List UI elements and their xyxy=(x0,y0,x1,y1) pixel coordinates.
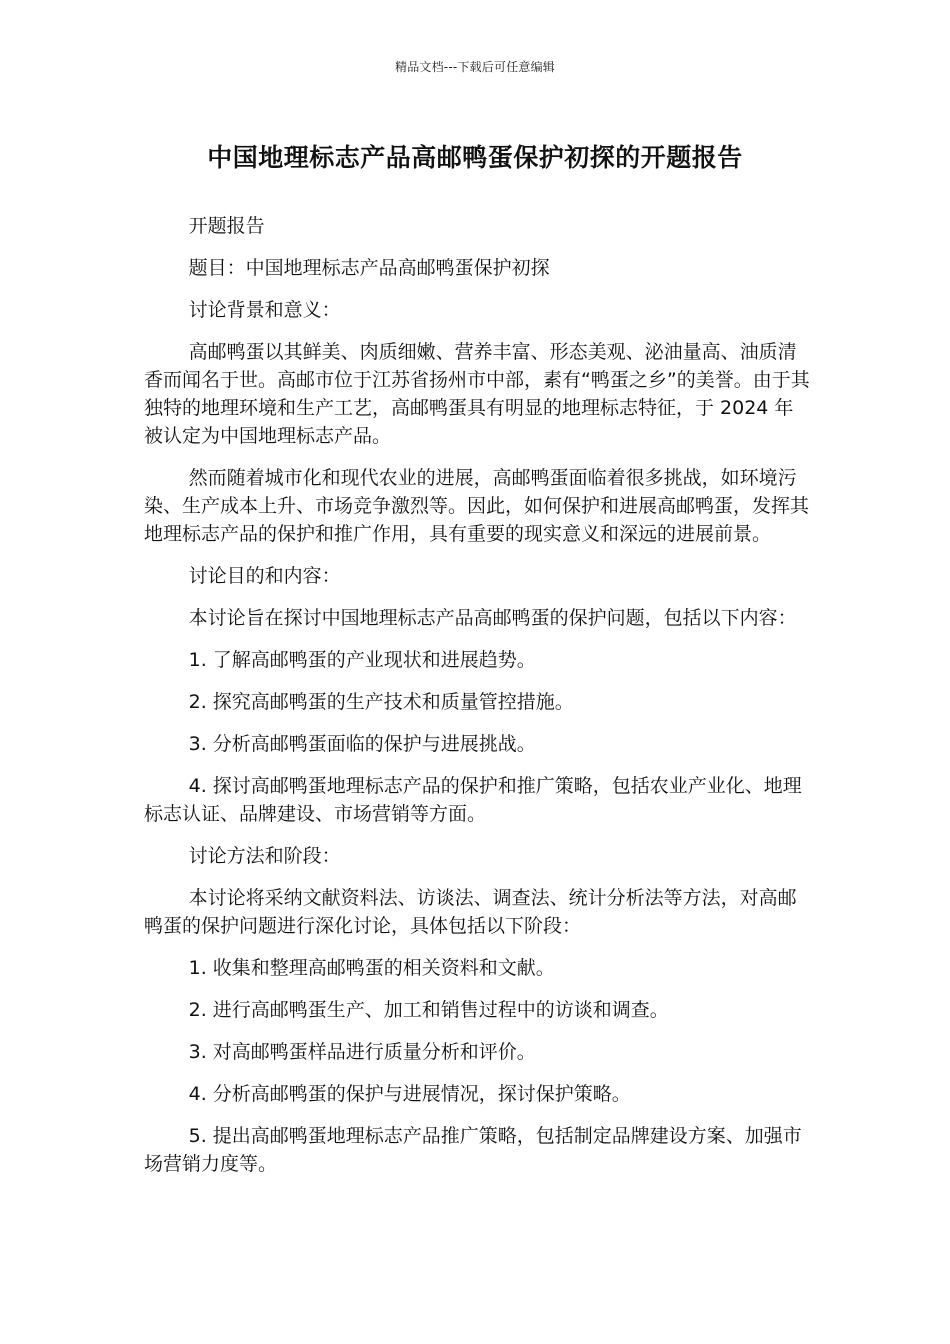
header-note: 精品文档---下载后可任意编辑 xyxy=(395,60,555,74)
methods-list-item: 2. 进行高邮鸭蛋生产、加工和销售过程中的访谈和调查。 xyxy=(188,999,669,1021)
methods-list-item: 4. 分析高邮鸭蛋的保护与进展情况，探讨保护策略。 xyxy=(188,1083,631,1105)
topic-line: 题目：中国地理标志产品高邮鸭蛋保护初探 xyxy=(188,257,550,279)
goals-list-item: 4. 探讨高邮鸭蛋地理标志产品的保护和推广策略，包括农业产业化、地理标志认证、品牌建设、市场营销等方面。 xyxy=(144,775,802,825)
section-heading-methods: 讨论方法和阶段： xyxy=(188,845,341,867)
goals-list-item: 1. 了解高邮鸭蛋的产业现状和进展趋势。 xyxy=(188,649,536,671)
background-paragraph-2: 然而随着城市化和现代农业的进展，高邮鸭蛋面临着很多挑战，如环境污染、生产成本上升、市场竞争激烈等。因此，如何保护和进展高邮鸭蛋，发挥其地理标志产品的保护和推广作用，具有重要的现实意义和深远的进展前景。 xyxy=(144,467,810,545)
methods-list-item: 5. 提出高邮鸭蛋地理标志产品推广策略，包括制定品牌建设方案、加强市场营销力度等。 xyxy=(144,1125,802,1175)
goals-list-item: 3. 分析高邮鸭蛋面临的保护与进展挑战。 xyxy=(188,733,536,755)
document-body xyxy=(144,212,810,1192)
section-label-report: 开题报告 xyxy=(188,215,265,237)
section-heading-background: 讨论背景和意义： xyxy=(188,299,341,321)
methods-list-item: 3. 对高邮鸭蛋样品进行质量分析和评价。 xyxy=(188,1041,536,1063)
document-title: 中国地理标志产品高邮鸭蛋保护初探的开题报告 xyxy=(207,143,743,172)
background-paragraph-1: 高邮鸭蛋以其鲜美、肉质细嫩、营养丰富、形态美观、泌油量高、油质清香而闻名于世。高邮市位于江苏省扬州市中部，素有“鸭蛋之乡”的美誉。由于其独特的地理环境和生产工艺，高邮鸭蛋具有明显的地理标志特征，于 2024 年被认定为中国地理标志产品。 xyxy=(144,341,810,447)
goals-list-item: 2. 探究高邮鸭蛋的生产技术和质量管控措施。 xyxy=(188,691,574,713)
methods-list-item: 1. 收集和整理高邮鸭蛋的相关资料和文献。 xyxy=(188,957,555,979)
methods-intro-paragraph: 本讨论将采纳文献资料法、访谈法、调查法、统计分析法等方法，对高邮鸭蛋的保护问题进行深化讨论，具体包括以下阶段： xyxy=(144,887,797,937)
section-heading-goals: 讨论目的和内容： xyxy=(188,565,341,587)
goals-intro-paragraph: 本讨论旨在探讨中国地理标志产品高邮鸭蛋的保护问题，包括以下内容： xyxy=(188,607,797,629)
